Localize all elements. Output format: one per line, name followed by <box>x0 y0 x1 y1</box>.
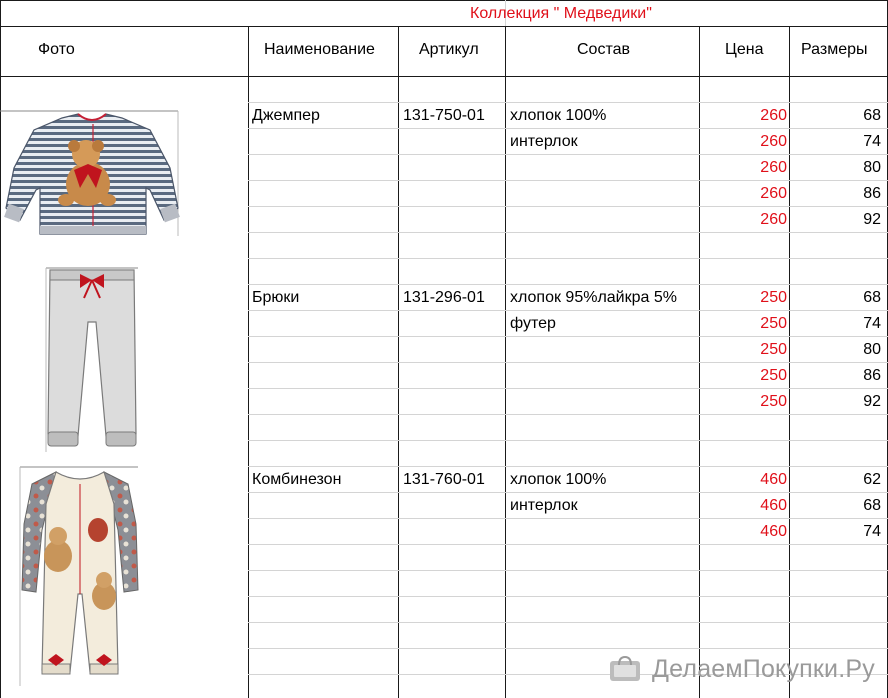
watermark <box>608 654 875 684</box>
header-price: Цена <box>725 41 764 58</box>
product-composition: интерлок <box>510 133 578 150</box>
price-cell: 250 <box>760 341 787 358</box>
product-article: 131-760-01 <box>403 471 485 488</box>
header-photo: Фото <box>38 41 75 58</box>
watermark-text: ДелаемПокупки.Ру <box>652 654 875 683</box>
size-cell: 68 <box>863 289 881 306</box>
product-composition: хлопок 95%лайкра 5% <box>510 289 677 306</box>
size-cell: 86 <box>863 367 881 384</box>
grid-line <box>248 440 888 441</box>
product-name: Комбинезон <box>252 471 342 488</box>
collection-title: Коллекция " Медведики" <box>470 5 652 22</box>
product-article: 131-296-01 <box>403 289 485 306</box>
grid-line <box>0 76 888 77</box>
grid-line <box>248 596 888 597</box>
striped-jumper-with-bear-icon <box>0 108 182 240</box>
product-composition: интерлок <box>510 497 578 514</box>
size-cell: 80 <box>863 159 881 176</box>
size-cell: 62 <box>863 471 881 488</box>
price-cell: 460 <box>760 523 787 540</box>
shopping-bag-icon <box>608 655 642 683</box>
header-composition: Состав <box>577 41 630 58</box>
product-composition: футер <box>510 315 556 332</box>
product-name: Джемпер <box>252 107 320 124</box>
size-cell: 86 <box>863 185 881 202</box>
grid-line <box>248 180 888 181</box>
grid-line <box>248 336 888 337</box>
price-cell: 260 <box>760 159 787 176</box>
grid-line <box>248 232 888 233</box>
price-cell: 250 <box>760 393 787 410</box>
size-cell: 74 <box>863 523 881 540</box>
size-cell: 92 <box>863 393 881 410</box>
grid-line <box>248 570 888 571</box>
grey-pants-icon <box>40 262 140 456</box>
size-cell: 74 <box>863 133 881 150</box>
grid-line <box>0 0 1 698</box>
size-cell: 74 <box>863 315 881 332</box>
price-cell: 250 <box>760 289 787 306</box>
product-composition: хлопок 100% <box>510 107 607 124</box>
size-cell: 68 <box>863 107 881 124</box>
size-cell: 80 <box>863 341 881 358</box>
grid-line <box>248 648 888 649</box>
grid-line <box>248 362 888 363</box>
price-cell: 460 <box>760 497 787 514</box>
size-cell: 92 <box>863 211 881 228</box>
grid-line <box>248 258 888 259</box>
grid-line <box>248 544 888 545</box>
price-cell: 260 <box>760 133 787 150</box>
price-cell: 260 <box>760 185 787 202</box>
product-name: Брюки <box>252 289 300 306</box>
header-article: Артикул <box>419 41 479 58</box>
bear-romper-icon <box>18 464 142 688</box>
price-cell: 460 <box>760 471 787 488</box>
price-cell: 260 <box>760 211 787 228</box>
grid-line <box>0 26 888 27</box>
header-sizes: Размеры <box>801 41 868 58</box>
price-cell: 250 <box>760 315 787 332</box>
grid-line <box>248 388 888 389</box>
grid-line <box>248 622 888 623</box>
size-cell: 68 <box>863 497 881 514</box>
price-cell: 260 <box>760 107 787 124</box>
product-article: 131-750-01 <box>403 107 485 124</box>
grid-line <box>248 206 888 207</box>
header-name: Наименование <box>264 41 375 58</box>
price-cell: 250 <box>760 367 787 384</box>
grid-line <box>0 0 888 1</box>
product-composition: хлопок 100% <box>510 471 607 488</box>
grid-line <box>248 414 888 415</box>
